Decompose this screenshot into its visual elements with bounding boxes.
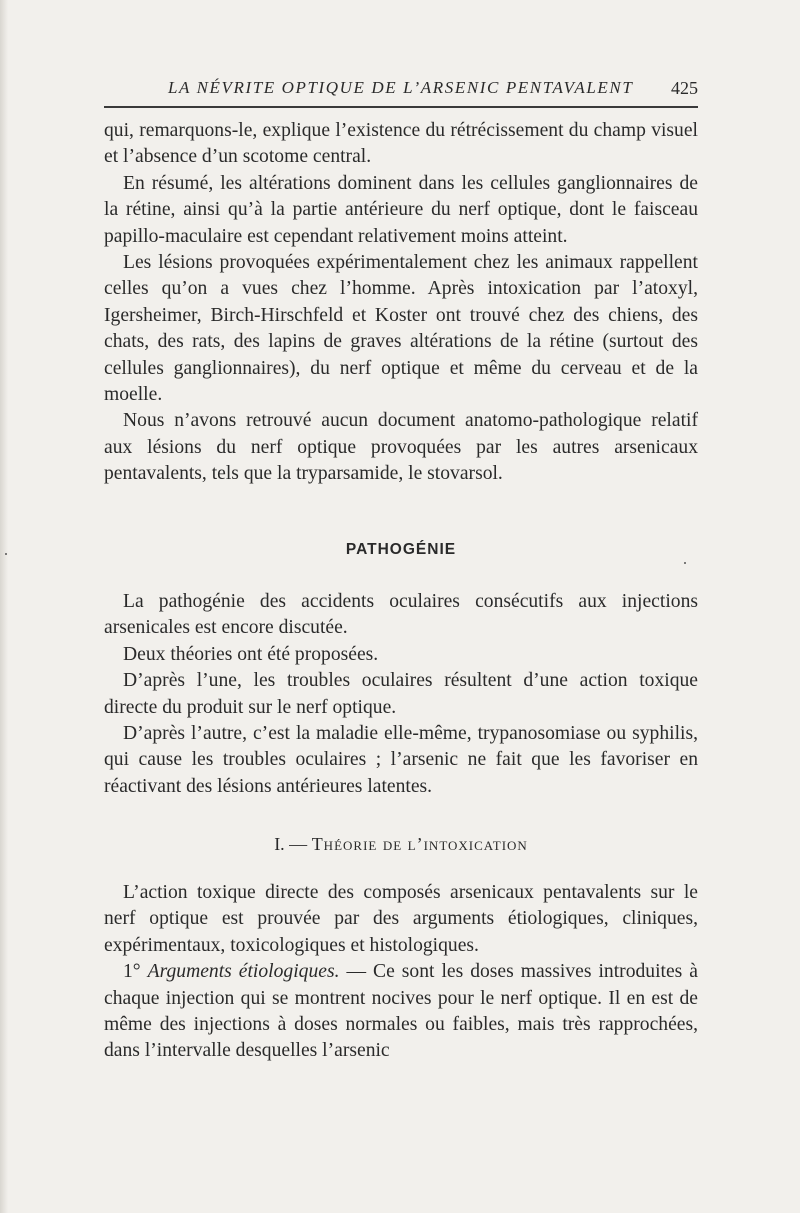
paragraph: qui, remarquons-le, explique l’existence du rétrécissement du champ visuel et l’absence d’un scotome central. — [104, 120, 698, 168]
paragraph: En résumé, les altérations dominent dans les cellules ganglionnaires de la rétine, ainsi qu’à la partie antérieure du nerf optique, dont le faisceau papillo-maculaire est cependant relativement moins atteint. — [104, 172, 698, 247]
body-text-middle — [104, 589, 698, 800]
arguments-label: Arguments étiologiques. — [147, 961, 340, 983]
header-rule — [104, 106, 698, 108]
scan-speck — [5, 553, 7, 555]
paragraph: Les lésions provoquées expérimentalement chez les animaux rappellent celles qu’on a vues chez l’homme. Après intoxication par l’atoxyl, Igersheimer, Birch-Hirschfeld et Koster ont trouvé chez des chiens, des chats, des rats, des lapins de graves altérations de la rétine (surtout des cellules ganglionnaires), du nerf optique et même du cerveau et de la moelle. — [104, 252, 698, 406]
paragraph: Deux théories ont été proposées. — [123, 643, 379, 665]
paragraph: D’après l’une, les troubles oculaires résultent d’une action toxique directe du produit sur le nerf optique. — [104, 670, 698, 718]
paragraph: La pathogénie des accidents oculaires consécutifs aux injections arsenicales est encore discutée. — [104, 591, 698, 639]
arguments-text: — Ce sont les doses massives introduites à chaque injection qui se montrent nocives pour le nerf optique. Il en est de même des injections à doses normales ou faibles, mais très rapprochées, dans l’intervalle desquelles l’arsenic — [104, 961, 698, 1062]
list-number: 1° — [123, 961, 148, 983]
running-header — [104, 74, 698, 102]
paragraph: Nous n’avons retrouvé aucun document anatomo-pathologique relatif aux lésions du nerf optique provoquées par les autres arsenicaux pentavalents, tels que la tryparsamide, le stovarsol. — [104, 410, 698, 485]
page-number: 425 — [671, 78, 698, 98]
body-text-bottom — [104, 880, 698, 1065]
subsection-title: Théorie de l’intoxication — [311, 834, 528, 854]
body-text-top — [104, 118, 698, 488]
paragraph: D’après l’autre, c’est la maladie elle-même, trypanosomiase ou syphilis, qui cause les troubles oculaires ; l’arsenic ne fait que les favoriser en réactivant des lésions antérieures latentes. — [104, 723, 698, 797]
paragraph-arguments — [104, 959, 698, 1065]
subsection-heading — [104, 834, 698, 855]
scan-speck — [684, 562, 686, 564]
running-title: LA NÉVRITE OPTIQUE DE L’ARSENIC PENTAVALENT — [168, 78, 634, 97]
page-edge-shadow — [0, 0, 8, 1213]
subsection-number: I. — — [274, 834, 308, 854]
section-heading: PATHOGÉNIE — [345, 541, 457, 558]
paragraph: L’action toxique directe des composés arsenicaux pentavalents sur le nerf optique est prouvée par des arguments étiologiques, cliniques, expérimentaux, toxicologiques et histologiques. — [104, 882, 698, 956]
